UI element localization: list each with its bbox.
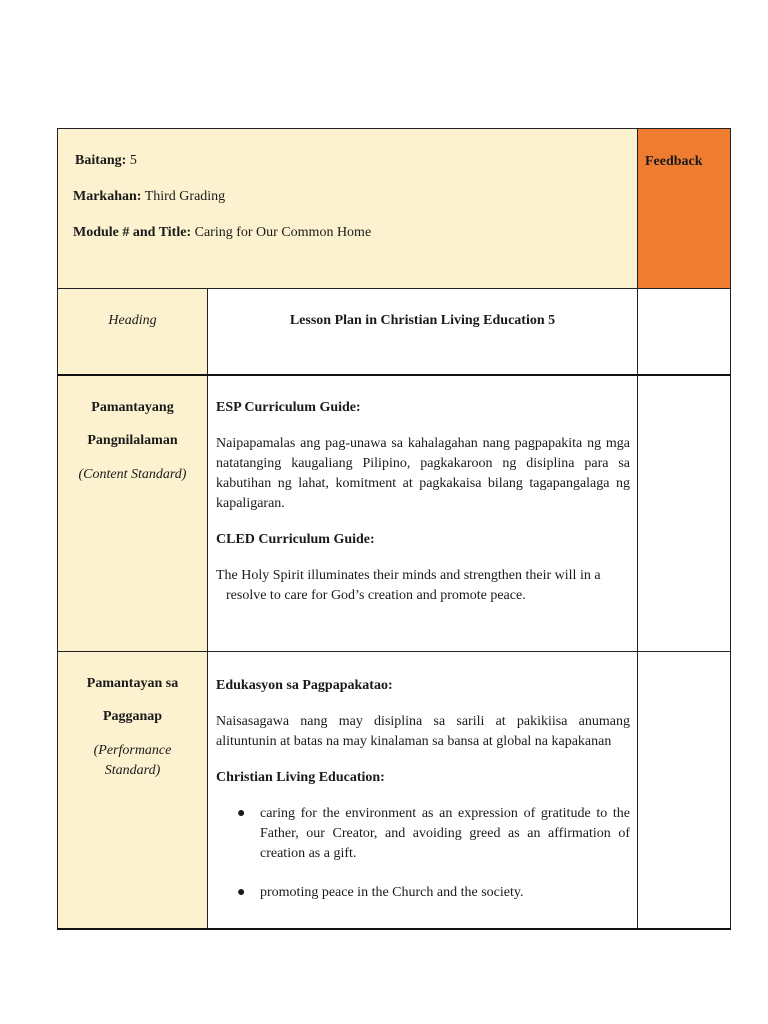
performance-standard-body [208, 652, 638, 929]
performance-standard-row [58, 652, 731, 929]
lesson-plan-document [57, 128, 730, 930]
module-label: Module # and Title: [73, 225, 192, 240]
cled-guide-title: CLED Curriculum Guide: [216, 531, 375, 547]
esp-performance-text: Naisasagawa nang may disiplina sa sarili at pakikiisa anumang alituntunin at batas na may kinalaman sa bansa at global na kapakanan [216, 714, 630, 749]
esp-guide-title: ESP Curriculum Guide: [216, 399, 361, 415]
lesson-title-cell [208, 289, 638, 375]
esp-performance-title: Edukasyon sa Pagpapakatao: [216, 678, 393, 693]
grade-line [75, 153, 137, 169]
performance-standard-label-line2: Pagganap [102, 709, 163, 724]
performance-standard-label-en: (Performance Standard) [93, 743, 172, 778]
list-item [216, 804, 630, 864]
feedback-cell-content-standard [638, 375, 731, 652]
cle-bullet-list [216, 804, 630, 903]
content-standard-row [58, 375, 731, 652]
grade-value: 5 [129, 153, 137, 168]
feedback-cell-performance-standard [638, 652, 731, 929]
bullet-icon: ● [237, 885, 246, 900]
quarter-label: Markahan: [73, 189, 142, 204]
performance-standard-label-cell [58, 652, 208, 929]
bullet-icon: ● [237, 806, 246, 821]
content-standard-label-line1: Pamantayang [91, 399, 174, 415]
lesson-title: Lesson Plan in Christian Living Education 5 [289, 313, 556, 328]
content-standard-label-cell [58, 375, 208, 652]
lesson-plan-table [57, 128, 731, 930]
performance-standard-label-line1: Pamantayan sa [86, 676, 179, 691]
module-line [73, 225, 371, 241]
cle-performance-title: Christian Living Education: [216, 770, 385, 785]
heading-label: Heading [108, 313, 157, 328]
content-standard-label-line2: Pangnilalaman [87, 432, 178, 448]
quarter-value: Third Grading [144, 189, 226, 204]
content-standard-body [208, 375, 638, 652]
list-item [216, 883, 630, 903]
quarter-line [73, 189, 225, 205]
feedback-header-cell [638, 129, 731, 289]
feedback-label: Feedback [645, 154, 703, 169]
bullet-text: caring for the environment as an expression of gratitude to the Father, our Creator, and avoiding greed as an affirmation of creation as a gift. [260, 806, 630, 861]
header-info-cell [58, 129, 638, 289]
grade-label: Baitang: [75, 153, 127, 168]
bullet-text: promoting peace in the Church and the society. [260, 885, 524, 900]
heading-row [58, 289, 731, 375]
module-value: Caring for Our Common Home [194, 225, 372, 240]
esp-guide-text: Naipapamalas ang pag-unawa sa kahalagahan nang pagpapakita ng mga natatanging kaugaliang Pilipino, pagkakaroon ng disiplina para sa kabutihan ng lahat, komitment at pagkakaisa bilang tagapangalaga ng kapaligaran. [216, 435, 630, 511]
content-standard-label-en: (Content Standard) [78, 466, 187, 482]
cled-guide-text: The Holy Spirit illuminates their minds and strengthen their will in a resolve to care for God’s creation and promote peace. [216, 567, 601, 603]
heading-label-cell [58, 289, 208, 375]
feedback-cell-heading [638, 289, 731, 375]
header-row [58, 129, 731, 289]
